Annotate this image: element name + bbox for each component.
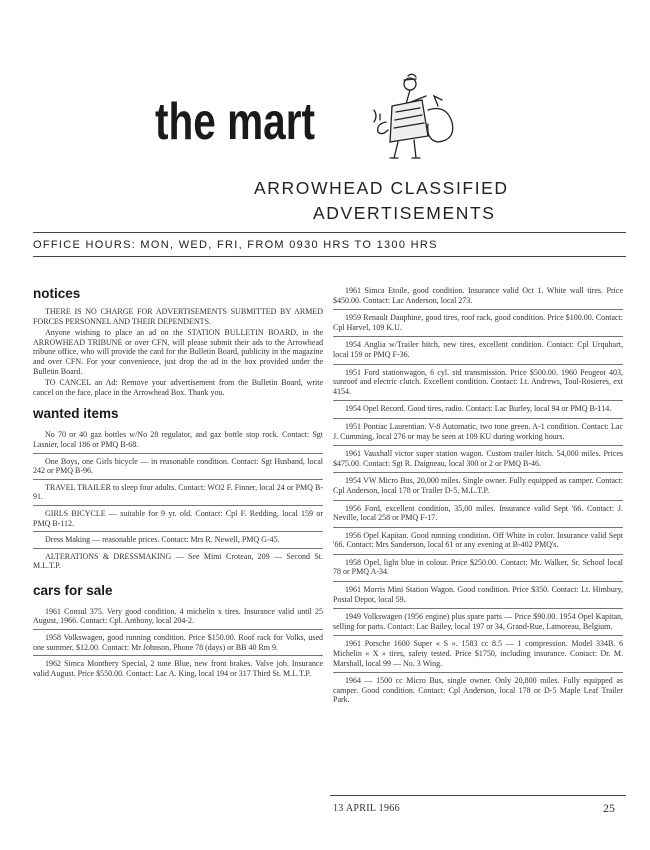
issue-date: 13 APRIL 1966 — [333, 803, 400, 814]
wanted-ad: No 70 or 40 gaz bottles w/No 28 regulator, and gaz bottle stop rock. Contact: Sgt Lasnier, local 186 or PMQ B-68. — [33, 427, 323, 453]
car-ad: 1962 Simca Monthery Special, 2 tone Blue, new front brakes. Valve job. Insurance valid August. Price $550.00. Contact: Lac A. King, local 194 or 317 Third St. M.L.T.P. — [33, 659, 323, 678]
notices-heading: notices — [33, 286, 81, 301]
wanted-ad: Dress Making — reasonable prices. Contact: Mrs R. Newell, PMQ G-45. — [33, 532, 323, 549]
divider-top — [33, 232, 626, 233]
car-ad: 1951 Ford stationwagon, 6 cyl. std transmission. Price $500.00. 1960 Peugeot 403, sunroof and electric clutch. Excellent condition. Contact: Lt. Andrews, Toul-Rosieres, ext 4154. — [333, 365, 623, 402]
divider-bottom — [33, 256, 626, 257]
car-ad: 1961 Consul 375. Very good condition. 4 michelin x tires. Insurance valid until 25 August, 1966. Contact: Cpl. Anthony, local 204-2. — [33, 604, 323, 630]
car-ad: 1958 Opel, light blue in colour. Price $250.00. Contact: Mr. Walker, Sr. School local 78 or PMQ A-34. — [333, 555, 623, 582]
car-ad: 1954 VW Micro Bus, 20,000 miles. Single owner. Fully equipped as camper. Contact: Cpl Anderson, local 178 or Trailer D-5, M.L.T.P. — [333, 473, 623, 500]
classified-heading-line2: ADVERTISEMENTS — [313, 203, 496, 223]
car-ad: 1961 Morris Mini Station Wagon. Good condition. Price $350. Contact: Lt. Himbury, Postal Depot, local 59. — [333, 582, 623, 609]
wanted-heading: wanted items — [33, 406, 119, 422]
notice-paragraph: Anyone wishing to place an ad on the STATION BULLETIN BOARD, in the ARROWHEAD TRIBUNE or over CFN, will please submit their ads to the Arrowhead tribune office, who will provide the card for the Bulletin Board, publicity in the magazine and over CFN. For your convenience, just drop the ad in the box provided under the Bulletin Board. — [33, 328, 323, 376]
wanted-ad: GIRLS BICYCLE — suitable for 9 yr. old. Contact: Cpl F. Redding, local 159 or PMQ B-112. — [33, 506, 323, 532]
wanted-ad: One Boys, one Girls bicycle — in reasonable condition. Contact: Sgt Husband, local 242 or PMQ B-96. — [33, 454, 323, 480]
right-column — [333, 283, 623, 709]
office-hours: OFFICE HOURS: MON, WED, FRI, FROM 0930 HRS TO 1300 HRS — [33, 239, 438, 251]
wanted-ad: ALTERATIONS & DRESSMAKING — See Mimi Crotean, 209 — Second St. M.L.T.P. — [33, 551, 323, 571]
classified-heading-line1: ARROWHEAD CLASSIFIED — [254, 178, 509, 198]
car-ad: 1961 Vauxhall victor super station wagon. Custom trailer hitch. 54,000 miles. Prices $475.00. Contact: Sgt R. Daigneau, local 300 or 2 or PMQ B-46. — [333, 446, 623, 473]
page-title: the mart — [155, 93, 316, 151]
car-ad: 1954 Anglia w/Trailer hitch, new tires, excellent condition. Contact: Cpl Urquhart, local 159 or PMQ F-36. — [333, 337, 623, 364]
car-ad: 1961 Porsche 1600 Super « S ». 1583 cc 8.5 — 1 compression. Model 334B. 6 Michelin « X » tires, safety tested. Price $1750, including insurance. Contact: Dr. M. Marshall, local 99 — No. 3 Wing. — [333, 636, 623, 673]
notice-paragraph: THERE IS NO CHARGE FOR ADVERTISEMENTS SUBMITTED BY ARMED FORCES PERSONNEL AND THEIR DEPENDENTS. — [33, 307, 323, 326]
car-ad: 1964 — 1500 cc Micro Bus, single owner. Only 20,800 miles. Fully equipped as camper. Good condition. Contact: Cpl Anderson, local 178 or D-5 Maple Leaf Trailer Park. — [333, 676, 623, 705]
page-number: 25 — [603, 801, 615, 815]
car-ad: 1954 Opel Record. Good tires, radio. Contact: Lac Burley, local 94 or PMQ B-114. — [333, 401, 623, 419]
notice-paragraph: TO CANCEL an Ad: Remove your advertisement from the Bulletin Board, write cancel on the face, place in the Arrowhead Box. Thank you. — [33, 378, 323, 397]
left-column — [33, 280, 323, 681]
mascot-illustration — [368, 70, 463, 162]
car-ad: 1949 Volkswagen (1956 engine) plus spare parts — Price $90.00. 1954 Opel Kapitan, selling for parts. Contact: Lac Bailey, local 197 or 34, Grand-Rue, Lamoreau, Belgium. — [333, 609, 623, 636]
footer-divider — [330, 795, 626, 796]
cars-heading: cars for sale — [33, 582, 113, 598]
car-ad: 1959 Renault Dauphine, good tires, roof rack, good condition. Price $100.00. Contact: Cpl Harvel, 109 K.U. — [333, 310, 623, 337]
car-ad: 1961 Simca Etoile, good condition. Insurance valid Oct 1. White wall tires. Price $450.00. Contact: Lac Anderson, local 273. — [333, 283, 623, 310]
car-ad: 1951 Pontiac Laurentian. V-8 Automatic, two tone green. A-1 condition. Contact: Lac J. Cumming, local 276 or may be seen at 109 KU during working hours. — [333, 419, 623, 446]
car-ad: 1956 Opel Kapitan. Good running condition. Off White in color. Insurance valid Sept '66. Contact: Mrs Sanderson, local 61 or any evening at B-402 PMQ's. — [333, 528, 623, 555]
car-ad: 1956 Ford, excellent condition, 35,00 miles. Insurance valid Sept '66. Contact: J. Neville, local 258 or PMQ F-17. — [333, 501, 623, 528]
wanted-ad: TRAVEL TRAILER to sleep four adults. Contact: WO2 F. Finner, local 24 or PMQ B-91. — [33, 480, 323, 506]
car-ad: 1958 Volkswagen, good running condition. Price $150.00. Roof rack for Volks, used one summer, $12.00. Contact: Mr Johnson, Phone 78 (days) or BB 40 Rm 9. — [33, 630, 323, 656]
